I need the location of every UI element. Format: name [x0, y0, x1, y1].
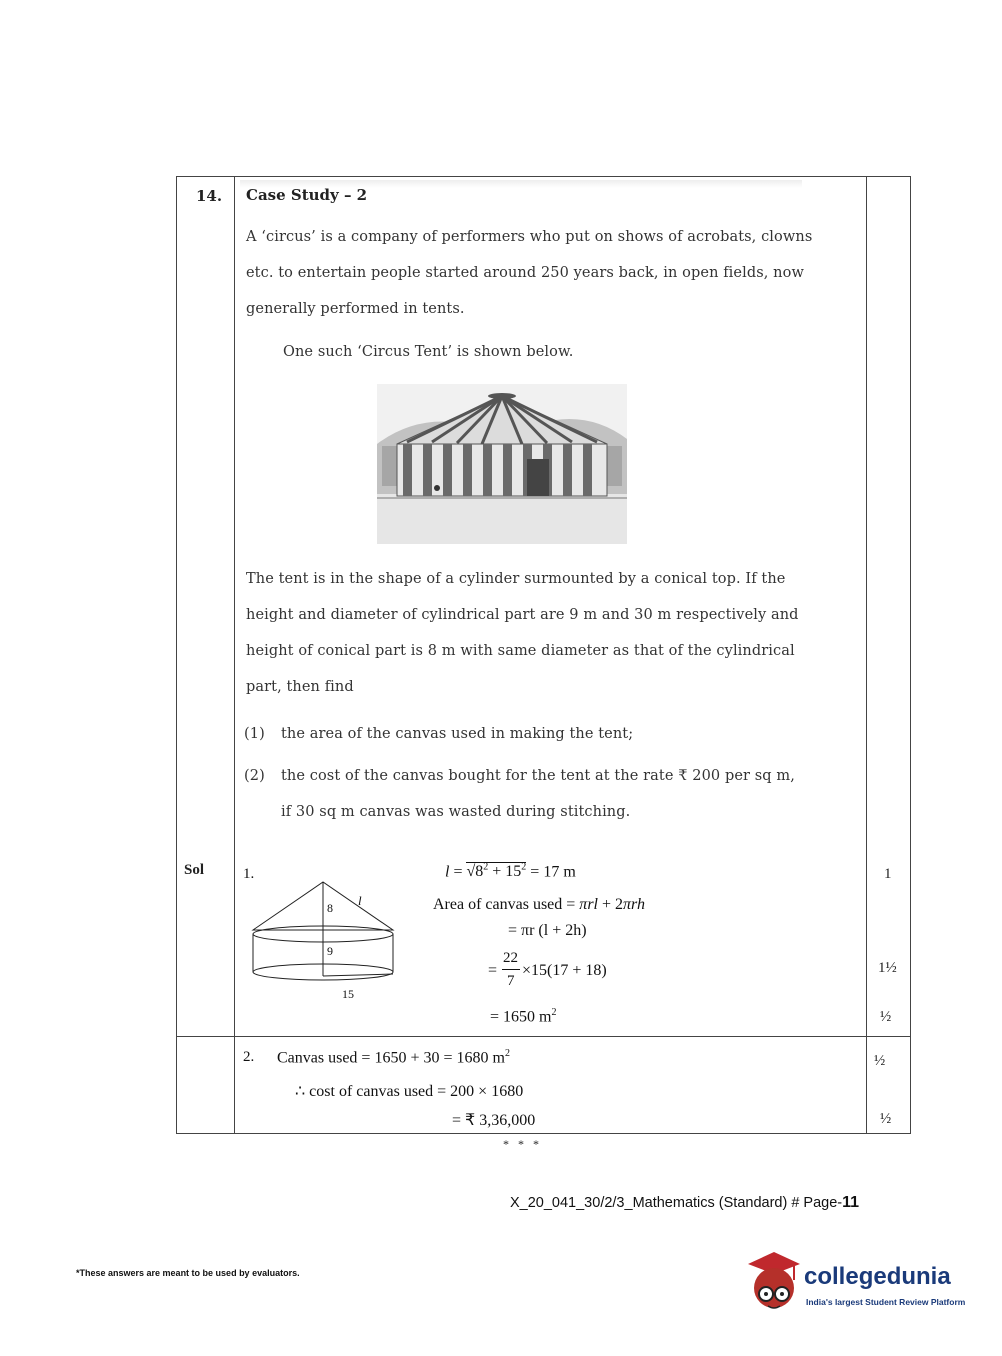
solution-part-number: 2.: [243, 1049, 255, 1065]
mark: ½: [880, 1009, 892, 1025]
area-result-value: = 1650 m: [490, 1008, 552, 1026]
canvas-used-text: Canvas used = 1650 + 30 = 1680 m: [277, 1049, 505, 1067]
page-footer: [510, 1194, 859, 1212]
part-text: the cost of the canvas bought for the tent at the rate ₹ 200 per sq m,: [281, 768, 795, 784]
fraction-denominator: 7: [507, 973, 515, 989]
label-slant-height: l: [358, 893, 362, 908]
solution-part-number: 1.: [243, 866, 255, 882]
part-text-continued: if 30 sq m canvas was wasted during stitching.: [281, 804, 631, 820]
label-cylinder-height: 9: [327, 944, 333, 958]
evaluator-note: *These answers are meant to be used by evaluators.: [76, 1268, 300, 1278]
mark: 1: [884, 866, 892, 882]
problem-line: The tent is in the shape of a cylinder surmounted by a conical top. If the: [246, 571, 786, 587]
label-cone-height: 8: [327, 901, 333, 915]
part-text: the area of the canvas used in making the tent;: [281, 726, 634, 742]
fraction-numerator: 22: [503, 950, 518, 966]
paper-code: X_20_041_30/2/3_Mathematics (Standard) # Page-: [510, 1195, 843, 1211]
page-number: 11: [842, 1194, 860, 1211]
area-formula: Area of canvas used = πrl + 2πrh: [433, 896, 645, 913]
problem-line: part, then find: [246, 679, 354, 695]
area-step-rest: ×15(17 + 18): [522, 962, 607, 979]
part-label: (2): [244, 768, 265, 784]
case-study-title: Case Study – 2: [246, 186, 368, 204]
brand-name: collegedunia: [804, 1263, 951, 1290]
cost-result: = ₹ 3,36,000: [452, 1112, 536, 1129]
question-number: 14.: [196, 187, 223, 205]
problem-line: height and diameter of cylindrical part are 9 m and 30 m respectively and: [246, 607, 799, 623]
part-label: (1): [244, 726, 265, 742]
mark: ½: [880, 1111, 892, 1127]
mascot-logo-icon: [744, 1250, 802, 1314]
tent-diagram: [248, 878, 398, 988]
intro-line: etc. to entertain people started around 250 years back, in open fields, now: [246, 265, 804, 281]
brand-tagline: India's largest Student Review Platform: [806, 1297, 966, 1307]
circus-tent-image: [377, 384, 627, 544]
label-radius: 15: [342, 987, 354, 1001]
intro-line: generally performed in tents.: [246, 301, 465, 317]
intro-line: A ‘circus’ is a company of performers who put on shows of acrobats, clowns: [246, 229, 813, 245]
end-marker: * * *: [503, 1137, 542, 1151]
slant-height-result: = 17 m: [530, 863, 576, 881]
column-divider: [234, 177, 235, 1133]
fraction-bar: [502, 969, 520, 970]
slant-height-formula: $l = √8^2 + 15^2 = 17$ m: [445, 862, 576, 881]
column-divider: [866, 177, 867, 1133]
mark: ½: [874, 1053, 886, 1069]
canvas-used-line: Canvas used = 1650 + 30 = 1680 $m^2$: [277, 1048, 510, 1067]
mark: 1½: [878, 960, 897, 976]
row-divider: [177, 1036, 910, 1037]
problem-line: height of conical part is 8 m with same diameter as that of the cylindrical: [246, 643, 795, 659]
area-step-factor: = πr (l + 2h): [508, 922, 587, 939]
tent-caption: One such ‘Circus Tent’ is shown below.: [283, 344, 574, 360]
solution-label: Sol: [184, 862, 205, 878]
area-formula-lhs: Area of canvas used =: [433, 896, 576, 913]
area-result: = 1650 $m^2$: [490, 1007, 557, 1026]
cost-line: ∴ cost of canvas used = 200 × 1680: [295, 1083, 524, 1100]
area-step-substitute: =: [488, 962, 498, 979]
